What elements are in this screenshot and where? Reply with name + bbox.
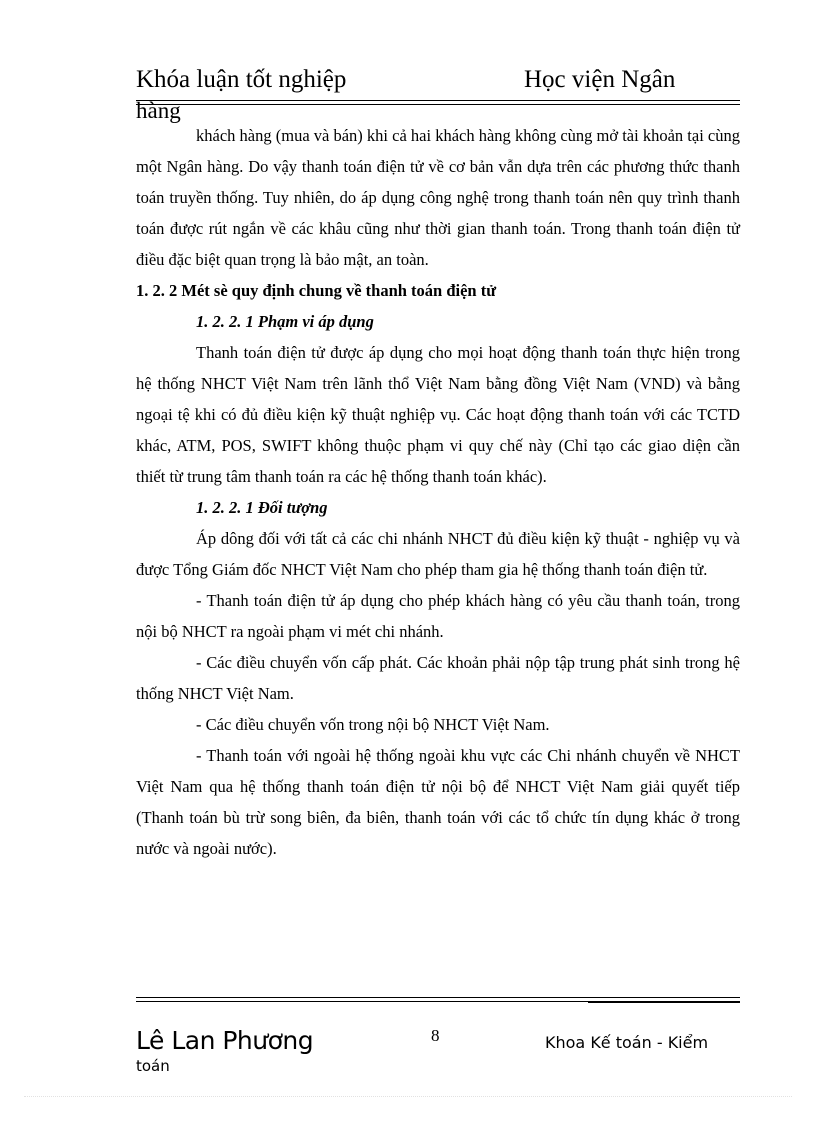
paragraph-subjects: Áp dông đối với tất cả các chi nhánh NHCT đủ điều kiện kỹ thuật - nghiệp vụ và được Tổng Giám đốc NHCT Việt Nam cho phép tham gia hệ thống thanh toán điện tử. (136, 529, 740, 579)
footer-author-name: Lê Lan Phương (136, 1026, 314, 1055)
subsection-heading-subjects: 1. 2. 2. 1 Đối tượng (196, 498, 328, 517)
section-heading: 1. 2. 2 Mét sè quy định chung về thanh toán điện tử (136, 281, 497, 300)
header-thesis-title: Khóa luận tốt nghiệp (136, 66, 347, 93)
header-institution: Học viện Ngân (524, 66, 676, 93)
header-rule-thin (136, 104, 740, 105)
bullet-item-external-payments: - Thanh toán với ngoài hệ thống ngoài khu vực các Chi nhánh chuyển về NHCT Việt Nam qua hệ thống thanh toán điện tử nội bộ để NHCT Việt Nam giải quyết tiếp (Thanh toán bù trừ song biên, đa biên, thanh toán với các tổ chức tín dụng khác ở trong nước và ngoài nước). (136, 746, 740, 858)
footer-rule-accent (588, 1001, 740, 1003)
footer-department: Khoa Kế toán - Kiểm (545, 1033, 709, 1052)
subsection-heading-scope: 1. 2. 2. 1 Phạm vi áp dụng (196, 312, 374, 331)
page-bottom-divider (24, 1096, 792, 1097)
bullet-item-customer-payments: - Thanh toán điện tử áp dụng cho phép khách hàng có yêu cầu thanh toán, trong nội bộ NHCT ra ngoài phạm vi mét chi nhánh. (136, 591, 740, 641)
header-rule-thick (136, 100, 740, 101)
paragraph-continued: khách hàng (mua và bán) khi cả hai khách hàng không cùng mở tài khoản tại cùng một Ngân hàng. Do vậy thanh toán điện tử về cơ bản vẫn dựa trên các phương thức thanh toán truyền thống. Tuy nhiên, do áp dụng công nghệ trong thanh toán nên quy trình thanh toán được rút ngắn về các khâu cũng như thời gian thanh toán. Trong thanh toán điện tử điều đặc biệt quan trọng là bảo mật, an toàn. (136, 126, 740, 269)
document-body (136, 120, 740, 864)
bullet-item-internal-transfers: - Các điều chuyển vốn trong nội bộ NHCT Việt Nam. (196, 715, 550, 734)
paragraph-scope: Thanh toán điện tử được áp dụng cho mọi hoạt động thanh toán thực hiện trong hệ thống NHCT Việt Nam trên lãnh thổ Việt Nam bằng đồng Việt Nam (VND) và bằng ngoại tệ khi có đủ điều kiện kỹ thuật nghiệp vụ. Các hoạt động thanh toán với các TCTD khác, ATM, POS, SWIFT không thuộc phạm vi quy chế này (Chỉ tạo các giao diện cần thiết từ trung tâm thanh toán ra các hệ thống thanh toán khác). (136, 343, 740, 486)
footer-page-number: 8 (431, 1026, 440, 1045)
footer-department-wrap: toán (136, 1057, 170, 1075)
bullet-item-capital-allocation: - Các điều chuyển vốn cấp phát. Các khoản phải nộp tập trung phát sinh trong hệ thống NHCT Việt Nam. (136, 653, 740, 703)
footer-rule-top (136, 997, 740, 998)
header-institution-wrap: hàng (136, 98, 181, 123)
